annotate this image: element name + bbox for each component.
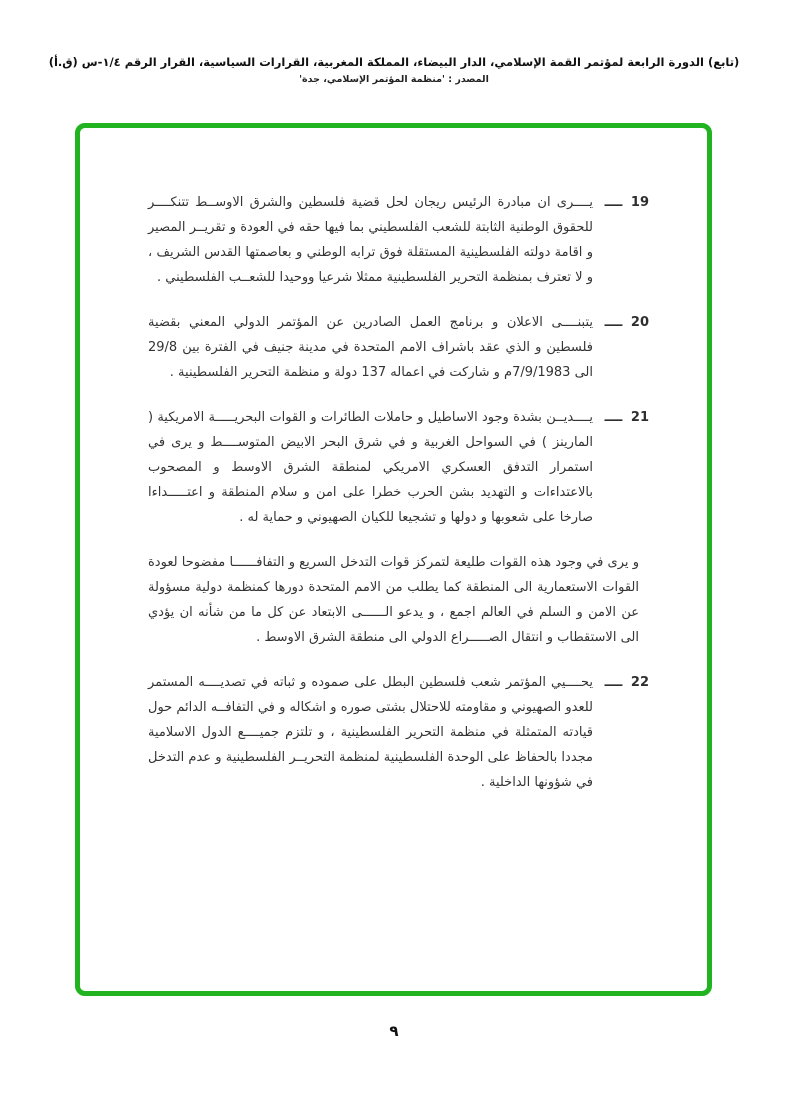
paragraph-20-marker [605, 310, 649, 335]
paragraph-21-continued [148, 550, 649, 650]
paragraph-22 [148, 670, 649, 795]
paragraph-19 [148, 190, 649, 290]
paragraph-21-marker [605, 405, 649, 430]
paragraph-number: 22 [630, 675, 649, 690]
document-header [0, 54, 788, 85]
paragraph-text: و يرى في وجود هذه القوات طليعة لتمركز قوات التدخل السريع و التفافــــــا مفضوحا لعودة القوات الاستعمارية الى المنطقة كما يطلب من الامم المتحدة دورها كمنظمة دولية مسؤولة عن الامن و السلم في العالم اجمع ، و يدعو الــــــى الابتعاد عن كل ما من شأنه ان يؤدي الى الاستقطاب و انتقال الصـــــراع الدولي الى منطقة الشرق الاوسط . [148, 555, 639, 645]
paragraph-number: 21 [630, 410, 649, 425]
header-title: (تابع) الدورة الرابعة لمؤتمر القمة الإسلامي، الدار البيضاء، المملكة المغربية، القرارات السياسية، القرار الرقم ١/٤-س (ق.أ) [48, 55, 740, 69]
paragraph-20 [148, 310, 649, 385]
scanned-text-body [148, 190, 649, 961]
page-footer [0, 1022, 788, 1040]
paragraph-19-marker [605, 190, 649, 215]
paragraph-text: يــــرى ان مبادرة الرئيس ريجان لحل قضية فلسطين والشرق الاوســط تتنكــــر للحقوق الوطنية الثابتة للشعب الفلسطيني بما فيها حقه في العودة و تقريــر المصير و اقامة دولته الفلسطينية المستقلة فوق ترابه الوطني و بعاصمتها القدس الشريف ، و لا تعترف بمنظمة التحرير الفلسطينية ممثلا شرعيا ووحيدا للشعــب الفلسطيني . [148, 195, 593, 285]
header-source: المصدر : 'منظمة المؤتمر الإسلامي، جدة' [299, 74, 489, 86]
marker-dash: ــــ [604, 675, 623, 690]
paragraph-22-marker [605, 670, 649, 695]
highlight-frame [75, 123, 712, 996]
marker-dash: ــــ [604, 195, 623, 210]
paragraph-text: يــــديــن بشدة وجود الاساطيل و حاملات الطائرات و القوات البحريـــــة الامريكية ( المارينز ) في السواحل الغربية و في شرق البحر الابيض المتوســــط و يرى في استمرار التدفق العسكري الامريكي لمنطقة الشرق الاوسط و المصحوب بالاعتداءات و التهديد بشن الحرب خطرا على امن و سلام المنطقة و اعتـــــداءا صارخا على شعوبها و دولها و تشجيعا للكيان الصهيوني و حماية له . [148, 410, 593, 525]
page-number: ٩ [389, 1022, 399, 1040]
paragraph-21 [148, 405, 649, 530]
paragraph-text: يتبنــــى الاعلان و برنامج العمل الصادرين عن المؤتمر الدولي المعني بقضية فلسطين و الذي عقد باشراف الامم المتحدة في مدينة جنيف في الفترة بين 29/8 الى 7/9/1983م و شاركت في اعماله 137 دولة و منظمة التحرير الفلسطينية . [148, 315, 593, 380]
marker-dash: ــــ [604, 315, 623, 330]
marker-dash: ــــ [604, 410, 623, 425]
paragraph-number: 20 [630, 315, 649, 330]
paragraph-text: يحــــيي المؤتمر شعب فلسطين البطل على صموده و ثباته في تصديــــه المستمر للعدو الصهيوني و مقاومته للاحتلال بشتى صوره و اشكاله و في التفافــه الدائم حول قيادته المتمثلة في منظمة التحرير الفلسطينية ، و تلتزم جميــــع الدول الاسلامية مجددا بالحفاظ على الوحدة الفلسطينية لمنظمة التحريــر الفلسطينية و عدم التدخل في شؤونها الداخلية . [148, 675, 593, 790]
paragraph-number: 19 [630, 195, 649, 210]
